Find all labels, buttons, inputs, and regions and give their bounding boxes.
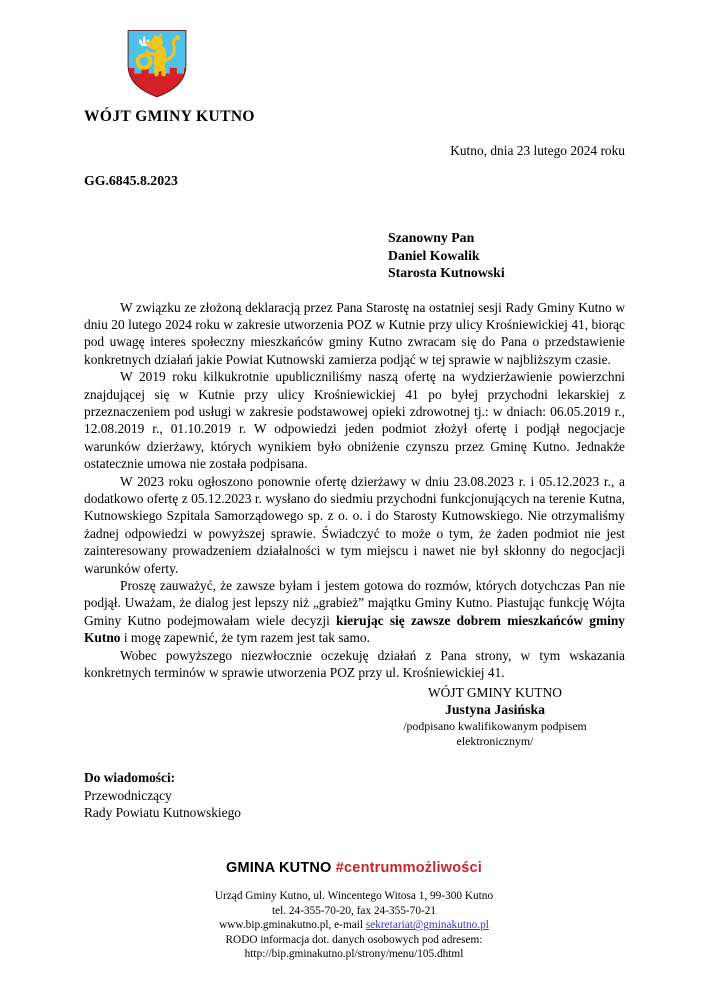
sender-title: WÓJT GMINY KUTNO: [84, 108, 255, 125]
recipient-name: Daniel Kowalik: [388, 247, 480, 263]
signer-name: Justyna Jasińska: [444, 702, 546, 718]
body-paragraph: [84, 577, 625, 647]
body-paragraph: W 2019 roku kilkukrotnie upubliczniliśmy naszą ofertę na wydzierżawienie powierzchni znajdującej się w Kutnie przy ulicy Krośniewickiej 41 po byłej przychodni lekarskiej z przeznaczeniem pod usługi w zakresie podstawowej opieki zdrowotnej tj.: w dniach: 06.05.2019 r., 12.08.2019 r., 01.10.2019 r. W odpowiedzi jeden podmiot złożył ofertę i podjął negocjacje warunków dzierżawy, których wynikiem było obniżenie czynszu przez Gminę Kutno. Jednakże ostatecznie umowa nie została podpisana.: [84, 369, 625, 472]
footer-brand-name: GMINA KUTNO: [225, 860, 332, 877]
cc-block: [84, 769, 625, 822]
footer-address: Urząd Gminy Kutno, ul. Wincentego Witosa 1, 99-300 Kutno: [214, 890, 494, 903]
paragraph-text: i mogę zapewnić, że tym razem jest tak samo.: [120, 630, 370, 646]
recipient-block: [388, 229, 625, 282]
letter-footer: [0, 860, 708, 962]
cc-line: Rady Powiatu Kutnowskiego: [84, 805, 241, 821]
footer-brand: [0, 860, 708, 876]
footer-rodo-label: RODO informacja dot. danych osobowych pod adresem:: [225, 933, 483, 946]
reference-number: GG.6845.8.2023: [84, 173, 178, 188]
footer-website: www.bip.gminakutno.pl, e-mail: [219, 919, 366, 932]
body-paragraph: W 2023 roku ogłoszono ponownie ofertę dzierżawy w dniu 23.08.2023 r. i 05.12.2023 r., a dodatkowo ofertę z 05.12.2023 r. wysłano do siedmiu przychodni funkcjonujących na terenie Kutna, Kutnowskiego Szpitala Samorządowego sp. z o. o. i do Starosty Kutnowskiego. Nie otrzymaliśmy żadnej odpowiedzi w powyższej sprawie. Świadczyć to może o tym, że żaden podmiot nie jest zainteresowany prowadzeniem działalności w tym miejscu i nawet nie był skłonny do negocjacji warunków oferty.: [84, 473, 625, 576]
cc-label: Do wiadomości:: [84, 770, 176, 786]
signature-block: [365, 685, 625, 748]
footer-contact: [0, 889, 708, 962]
recipient-salutation: Szanowny Pan: [388, 230, 475, 245]
footer-hashtag: #centrummożliwości: [335, 860, 483, 877]
body-paragraph: Wobec powyższego niezwłocznie oczekuję działań z Pana strony, w tym wskazania konkretnych terminów w sprawie utworzenia POZ przy ul. Krośniewickiej 41.: [84, 647, 625, 681]
cc-line: Przewodniczący: [84, 787, 172, 803]
paragraph-text: Proszę zauważyć, że zawsze byłam i jestem gotowa do rozmów, których dotychczas Pan nie podjął. Uważam, że dialog jest lepszy niż „grabież” majątku Gminy Kutno. Piastując funkcję Wójta Gminy Kutno podejmowałam wiele decyzji: [84, 578, 625, 628]
footer-web-line: [0, 918, 708, 933]
letter-body: [84, 299, 625, 682]
kutno-coat-of-arms-icon: [122, 28, 192, 100]
letterhead: [84, 28, 625, 126]
paragraph-emphasis: kierując się zawsze dobrem mieszkańców gminy Kutno: [84, 612, 625, 646]
electronic-signature-note: /podpisano kwalifikowanym podpisem elektronicznym/: [403, 719, 587, 748]
place-and-date: Kutno, dnia 23 lutego 2024 roku: [450, 143, 625, 158]
recipient-title: Starosta Kutnowski: [388, 265, 505, 280]
footer-phone: tel. 24-355-70-20, fax 24-355-70-21: [271, 904, 437, 917]
footer-rodo-url: http://bip.gminakutno.pl/strony/menu/105.dhtml: [244, 948, 464, 961]
signer-title: WÓJT GMINY KUTNO: [428, 685, 562, 701]
email-link[interactable]: sekretariat@gminakutno.pl: [365, 919, 489, 932]
body-paragraph: W związku ze złożoną deklaracją przez Pana Starostę na ostatniej sesji Rady Gminy Kutno w dniu 20 lutego 2024 roku w zakresie utworzenia POZ w Kutnie przy ulicy Krośniewickiej 41, biorąc pod uwagę interes społeczny mieszkańców gminy Kutno zwracam się do Pana o przedstawienie konkretnych działań jakie Powiat Kutnowski zamierza podjąć w tej sprawie w najbliższym czasie.: [84, 299, 625, 367]
